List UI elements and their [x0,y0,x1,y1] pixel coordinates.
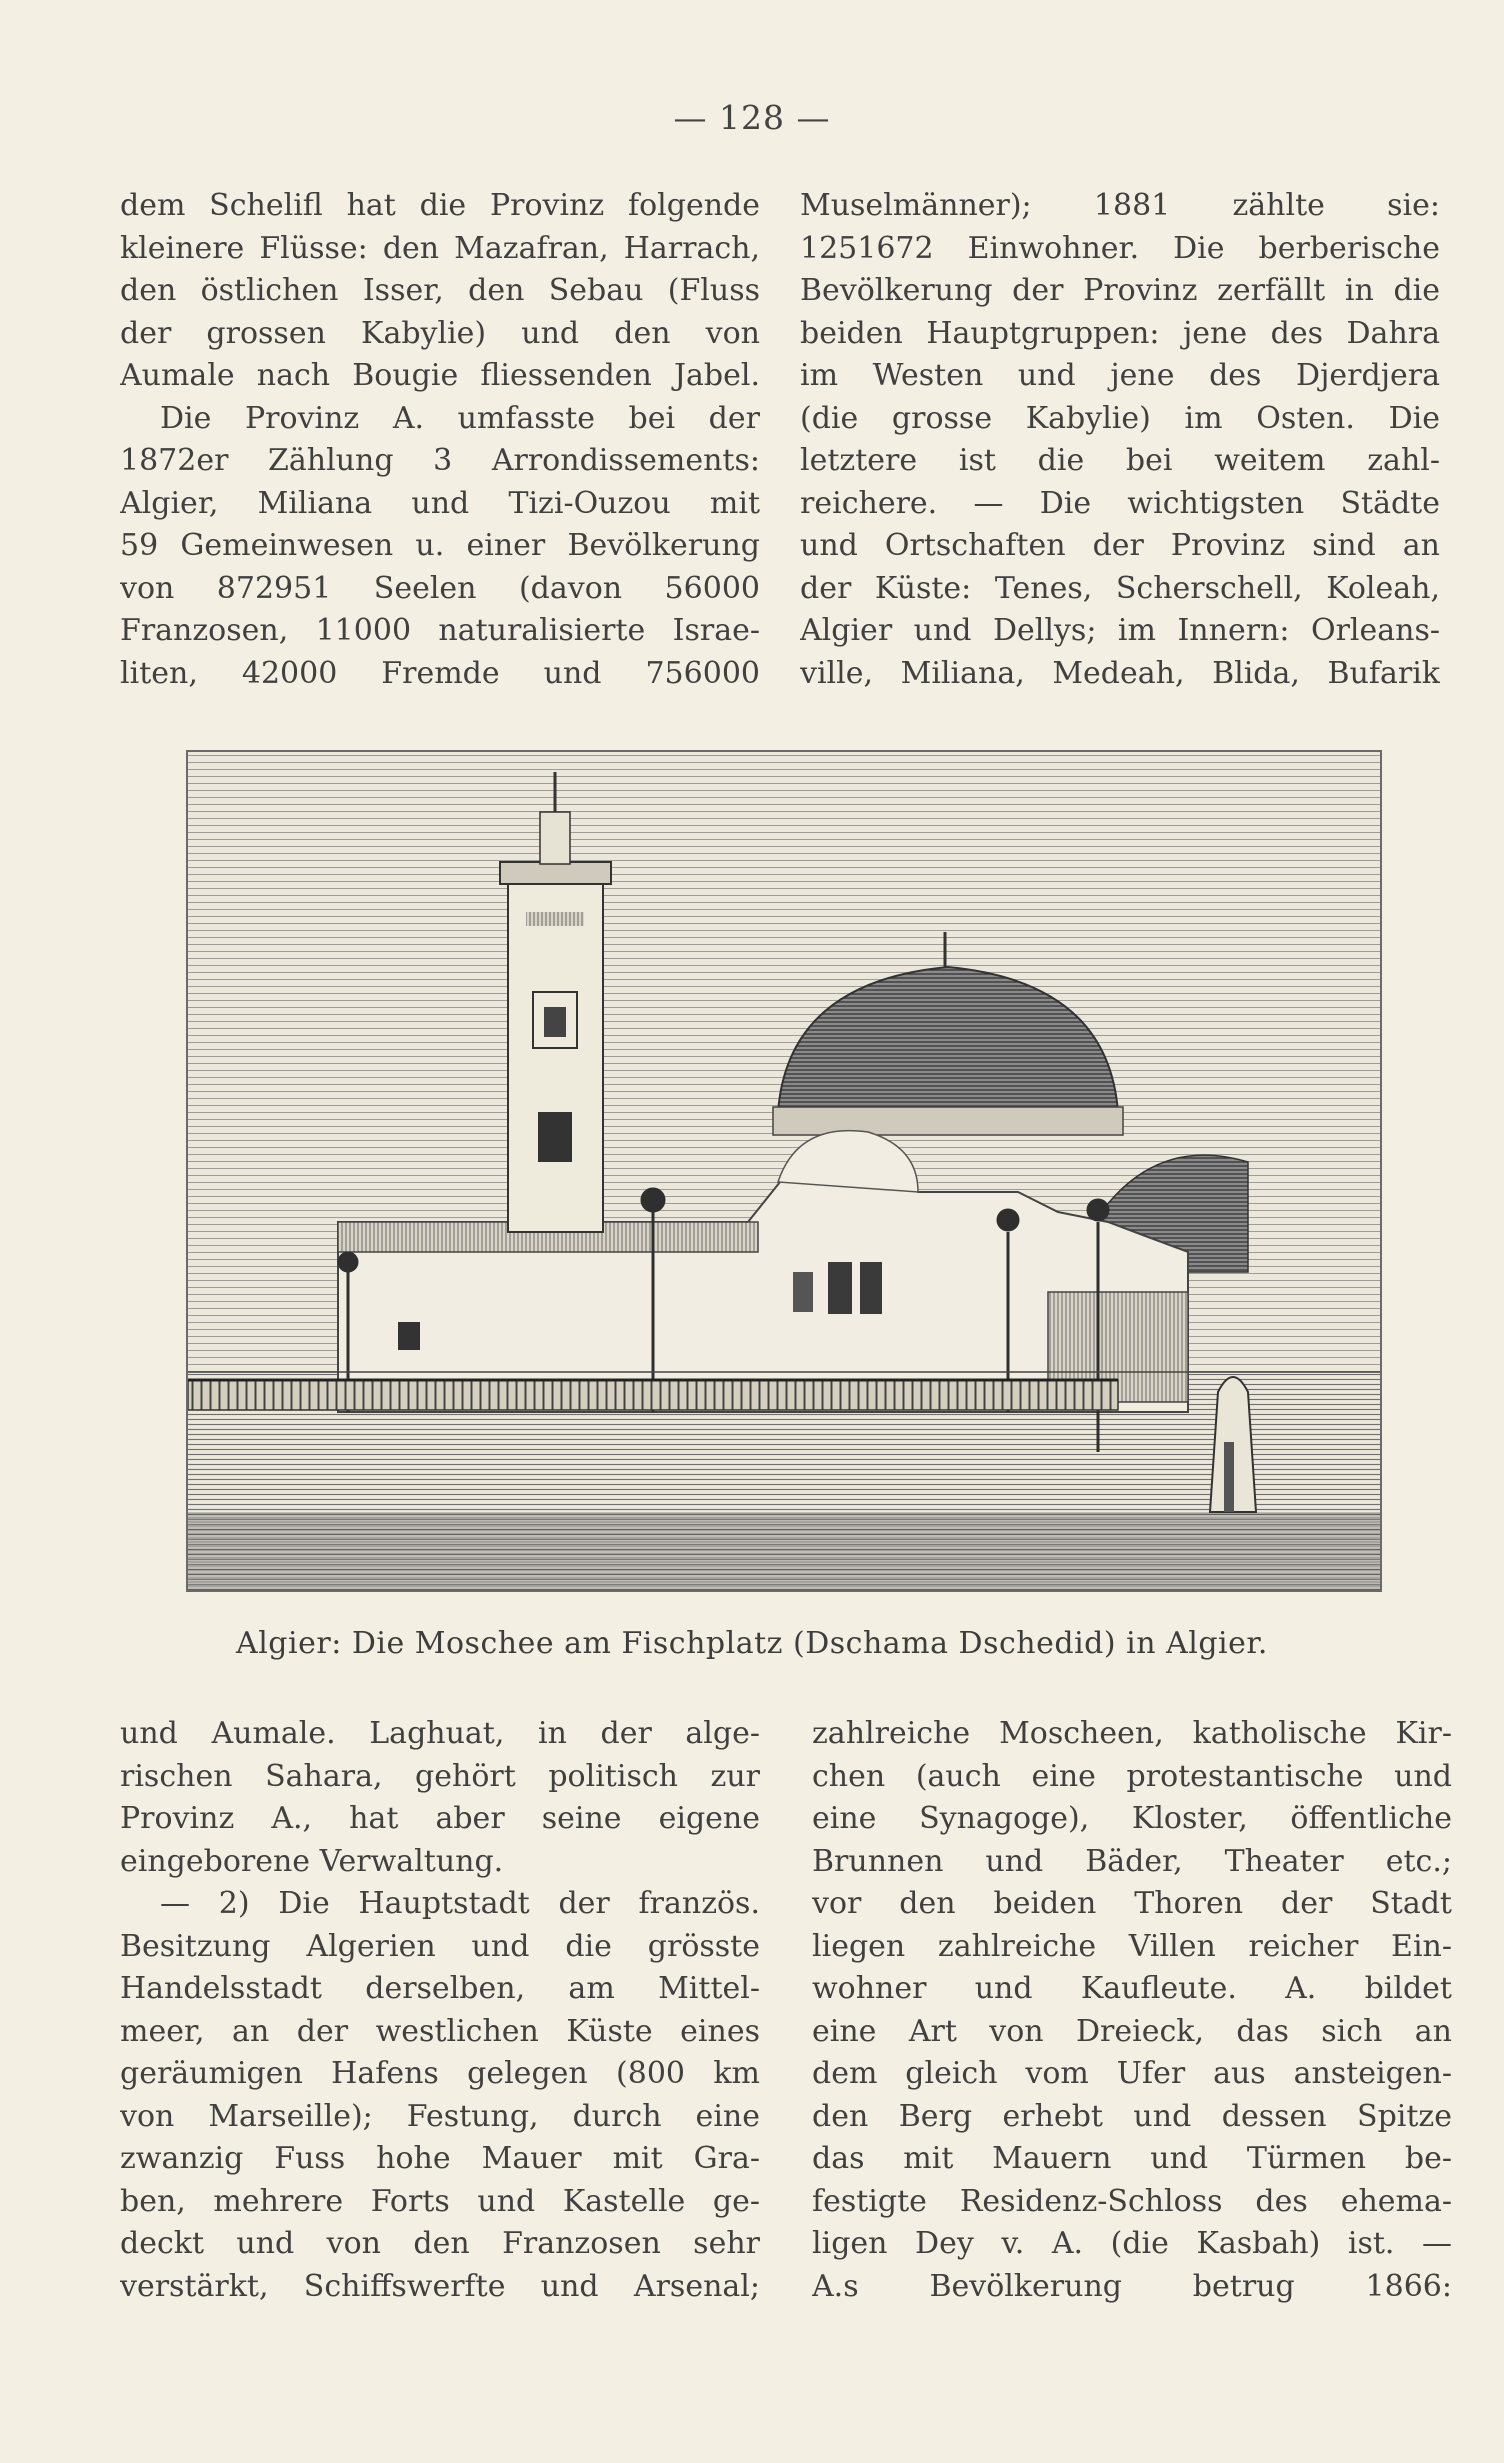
text-line: ben, mehrere Forts und Kastelle ge- [120,2183,760,2219]
text-line: 59 Gemeinwesen u. einer Bevölkerung [120,528,760,563]
text-line: geräumigen Hafens gelegen (800 km [120,2056,760,2091]
text-line: eingeborene Verwaltung. [120,1843,504,1879]
text-line: reichere. — Die wichtigsten Städte [800,485,1440,521]
text-line: chen (auch eine protestantische und [812,1758,1452,1794]
text-line: Algier, Miliana und Tizi-Ouzou mit [120,485,760,521]
text-line: Algier und Dellys; im Innern: Orleans- [800,613,1440,648]
text-line: zahlreiche Moscheen, katholische Kir- [812,1716,1452,1751]
text-line: meer, an der westlichen Küste eines [120,2013,760,2049]
text-line: wohner und Kaufleute. A. bildet [812,1971,1452,2006]
text-line: liten, 42000 Fremde und 756000 [120,655,760,691]
text-line: A.s Bevölkerung betrug 1866: [812,2268,1452,2304]
text-line: (die grosse Kabylie) im Osten. Die [800,400,1440,436]
text-line: kleinere Flüsse: den Mazafran, Harrach, [120,230,760,266]
text-line: Franzosen, 11000 naturalisierte Israe- [120,613,760,648]
text-line: beiden Hauptgruppen: jene des Dahra [800,315,1440,351]
text-line: eine Synagoge), Kloster, öffentliche [812,1801,1452,1836]
text-line: den östlichen Isser, den Sebau (Fluss [120,273,760,308]
text-line: Aumale nach Bougie fliessenden Jabel. [120,358,760,393]
text-line: Muselmänner); 1881 zählte sie: [800,188,1440,223]
text-line: eine Art von Dreieck, das sich an [812,2013,1452,2049]
text-line: ligen Dey v. A. (die Kasbah) ist. — [812,2226,1452,2261]
text-line: im Westen und jene des Djerdjera [800,358,1440,393]
text-line: — 2) Die Hauptstadt der französ. [160,1886,760,1921]
text-column-top-right [800,185,1440,695]
mosque-engraving [186,750,1382,1592]
text-line: von 872951 Seelen (davon 56000 [120,570,760,606]
text-line: und Ortschaften der Provinz sind an [800,528,1440,563]
page-number: — 128 — [673,98,831,137]
text-column-bottom-left [120,1713,760,2308]
text-line: von Marseille); Festung, durch eine [120,2098,760,2134]
text-line: deckt und von den Franzosen sehr [120,2226,760,2261]
text-line: dem gleich vom Ufer aus ansteigen- [812,2056,1452,2091]
text-line: ville, Miliana, Medeah, Blida, Bufarik [800,655,1440,691]
engraving-illustration [188,752,1380,1590]
text-line: festigte Residenz-Schloss des ehema- [812,2183,1452,2219]
text-line: den Berg erhebt und dessen Spitze [812,2098,1452,2134]
text-line: dem Schelifl hat die Provinz folgende [120,188,760,223]
text-line: rischen Sahara, gehört politisch zur [120,1758,760,1794]
text-line: der Küste: Tenes, Scherschell, Koleah, [800,570,1440,606]
figure-caption: Algier: Die Moschee am Fischplatz (Dschama Dschedid) in Algier. [236,1626,1268,1661]
text-line: 1251672 Einwohner. Die berberische [800,230,1440,266]
text-line: Besitzung Algerien und die grösste [120,1928,760,1964]
text-line: verstärkt, Schiffswerfte und Arsenal; [120,2268,760,2304]
text-line: vor den beiden Thoren der Stadt [812,1886,1452,1921]
text-line: Bevölkerung der Provinz zerfällt in die [800,273,1440,308]
text-line: und Aumale. Laghuat, in der alge- [120,1716,760,1751]
text-line: zwanzig Fuss hohe Mauer mit Gra- [120,2141,760,2176]
text-line: Handelsstadt derselben, am Mittel- [120,1971,760,2006]
text-column-top-left [120,185,760,695]
text-column-bottom-right [812,1713,1452,2308]
text-line: Brunnen und Bäder, Theater etc.; [812,1843,1452,1879]
text-line: das mit Mauern und Türmen be- [812,2141,1452,2176]
text-line: liegen zahlreiche Villen reicher Ein- [812,1928,1452,1964]
text-line: 1872er Zählung 3 Arrondissements: [120,443,760,478]
text-line: der grossen Kabylie) und den von [120,315,760,351]
text-line: letztere ist die bei weitem zahl- [800,443,1440,478]
text-line: Provinz A., hat aber seine eigene [120,1801,760,1836]
text-line: Die Provinz A. umfasste bei der [160,400,760,436]
